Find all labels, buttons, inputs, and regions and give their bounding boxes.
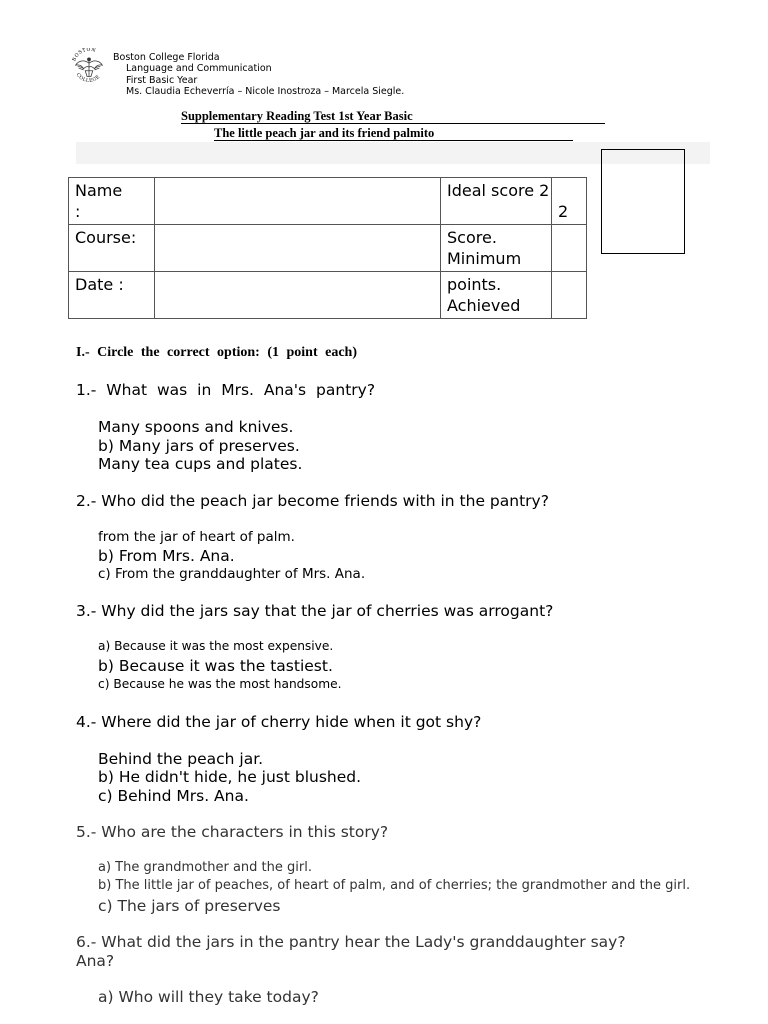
date-label-cell bbox=[69, 272, 155, 319]
question-2-option-a[interactable]: from the jar of heart of palm. bbox=[98, 529, 295, 545]
course-field[interactable] bbox=[155, 225, 441, 272]
achieved-label-line2: Achieved bbox=[447, 296, 521, 315]
ideal-score-cell: Ideal score 2 bbox=[441, 178, 552, 225]
logo-text-bottom: COLLEGE bbox=[74, 72, 102, 84]
story-title-underline bbox=[214, 140, 573, 141]
achieved-label-line1: points. bbox=[447, 275, 502, 294]
question-6-line1: 6.- What did the jars in the pantry hear the Lady's granddaughter say? bbox=[76, 933, 626, 951]
school-header bbox=[113, 52, 404, 97]
ideal-score-value: 2 bbox=[558, 202, 569, 221]
grade-level: First Basic Year bbox=[126, 74, 198, 86]
question-1-option-c[interactable]: Many tea cups and plates. bbox=[98, 455, 303, 473]
score-box bbox=[601, 149, 685, 254]
question-4: 4.- Where did the jar of cherry hide when it got shy? bbox=[76, 713, 482, 731]
achieved-score-cell bbox=[441, 272, 552, 319]
test-title: Supplementary Reading Test 1st Year Basic bbox=[181, 109, 413, 123]
question-2-option-b[interactable]: b) From Mrs. Ana. bbox=[98, 547, 235, 565]
question-1: 1.- What was in Mrs. Ana's pantry? bbox=[76, 381, 376, 399]
question-3-option-c[interactable]: c) Because he was the most handsome. bbox=[98, 677, 342, 691]
svg-text:BOSTON bbox=[71, 48, 96, 62]
section-instructions: I.- Circle the correct option: (1 point each) bbox=[76, 345, 357, 360]
minimum-score-cell bbox=[441, 225, 552, 272]
date-field[interactable] bbox=[155, 272, 441, 319]
question-6-line2: Ana? bbox=[76, 952, 115, 970]
minimum-score-value-cell[interactable] bbox=[552, 225, 587, 272]
school-name: Boston College Florida bbox=[113, 52, 220, 63]
name-field[interactable] bbox=[155, 178, 441, 225]
course-label: Course: bbox=[75, 228, 137, 247]
minimum-label-line2: Minimum bbox=[447, 249, 522, 268]
minimum-label-line1: Score. bbox=[447, 228, 497, 247]
question-5-option-c[interactable]: c) The jars of preserves bbox=[98, 897, 281, 915]
question-5-option-a[interactable]: a) The grandmother and the girl. bbox=[98, 860, 312, 875]
question-2-option-c[interactable]: c) From the granddaughter of Mrs. Ana. bbox=[98, 566, 366, 582]
question-2: 2.- Who did the peach jar become friends with in the pantry? bbox=[76, 492, 549, 510]
name-label-colon: : bbox=[75, 202, 81, 221]
teacher-names: Ms. Claudia Echeverría – Nicole Inostroza – Marcela Siegle. bbox=[126, 85, 405, 97]
question-1-option-b[interactable]: b) Many jars of preserves. bbox=[98, 437, 300, 455]
ideal-score-value-cell bbox=[552, 178, 587, 225]
title-underline bbox=[181, 123, 605, 124]
story-title: The little peach jar and its friend palmito bbox=[214, 126, 435, 140]
question-4-option-b[interactable]: b) He didn't hide, he just blushed. bbox=[98, 768, 362, 786]
question-4-option-c[interactable]: c) Behind Mrs. Ana. bbox=[98, 787, 249, 805]
achieved-score-value-cell[interactable] bbox=[552, 272, 587, 319]
name-label: Name bbox=[75, 181, 123, 200]
school-logo-emblem bbox=[70, 48, 108, 86]
question-1-option-a[interactable]: Many spoons and knives. bbox=[98, 418, 294, 436]
question-5-option-b[interactable]: b) The little jar of peaches, of heart of palm, and of cherries; the grandmother and the girl. bbox=[98, 878, 691, 893]
course-label-cell bbox=[69, 225, 155, 272]
date-label: Date : bbox=[75, 275, 124, 294]
student-info-table bbox=[68, 177, 587, 319]
question-5: 5.- Who are the characters in this story? bbox=[76, 823, 389, 841]
question-6-option-a[interactable]: a) Who will they take today? bbox=[98, 988, 319, 1006]
question-3: 3.- Why did the jars say that the jar of cherries was arrogant? bbox=[76, 602, 554, 620]
svg-text:COLLEGE bbox=[75, 72, 102, 84]
question-4-option-a[interactable]: Behind the peach jar. bbox=[98, 750, 264, 768]
logo-text-top: BOSTON bbox=[72, 48, 97, 63]
department-name: Language and Communication bbox=[126, 63, 272, 75]
question-3-option-b[interactable]: b) Because it was the tastiest. bbox=[98, 657, 333, 675]
name-label-cell bbox=[69, 178, 155, 225]
question-3-option-a[interactable]: a) Because it was the most expensive. bbox=[98, 639, 334, 653]
